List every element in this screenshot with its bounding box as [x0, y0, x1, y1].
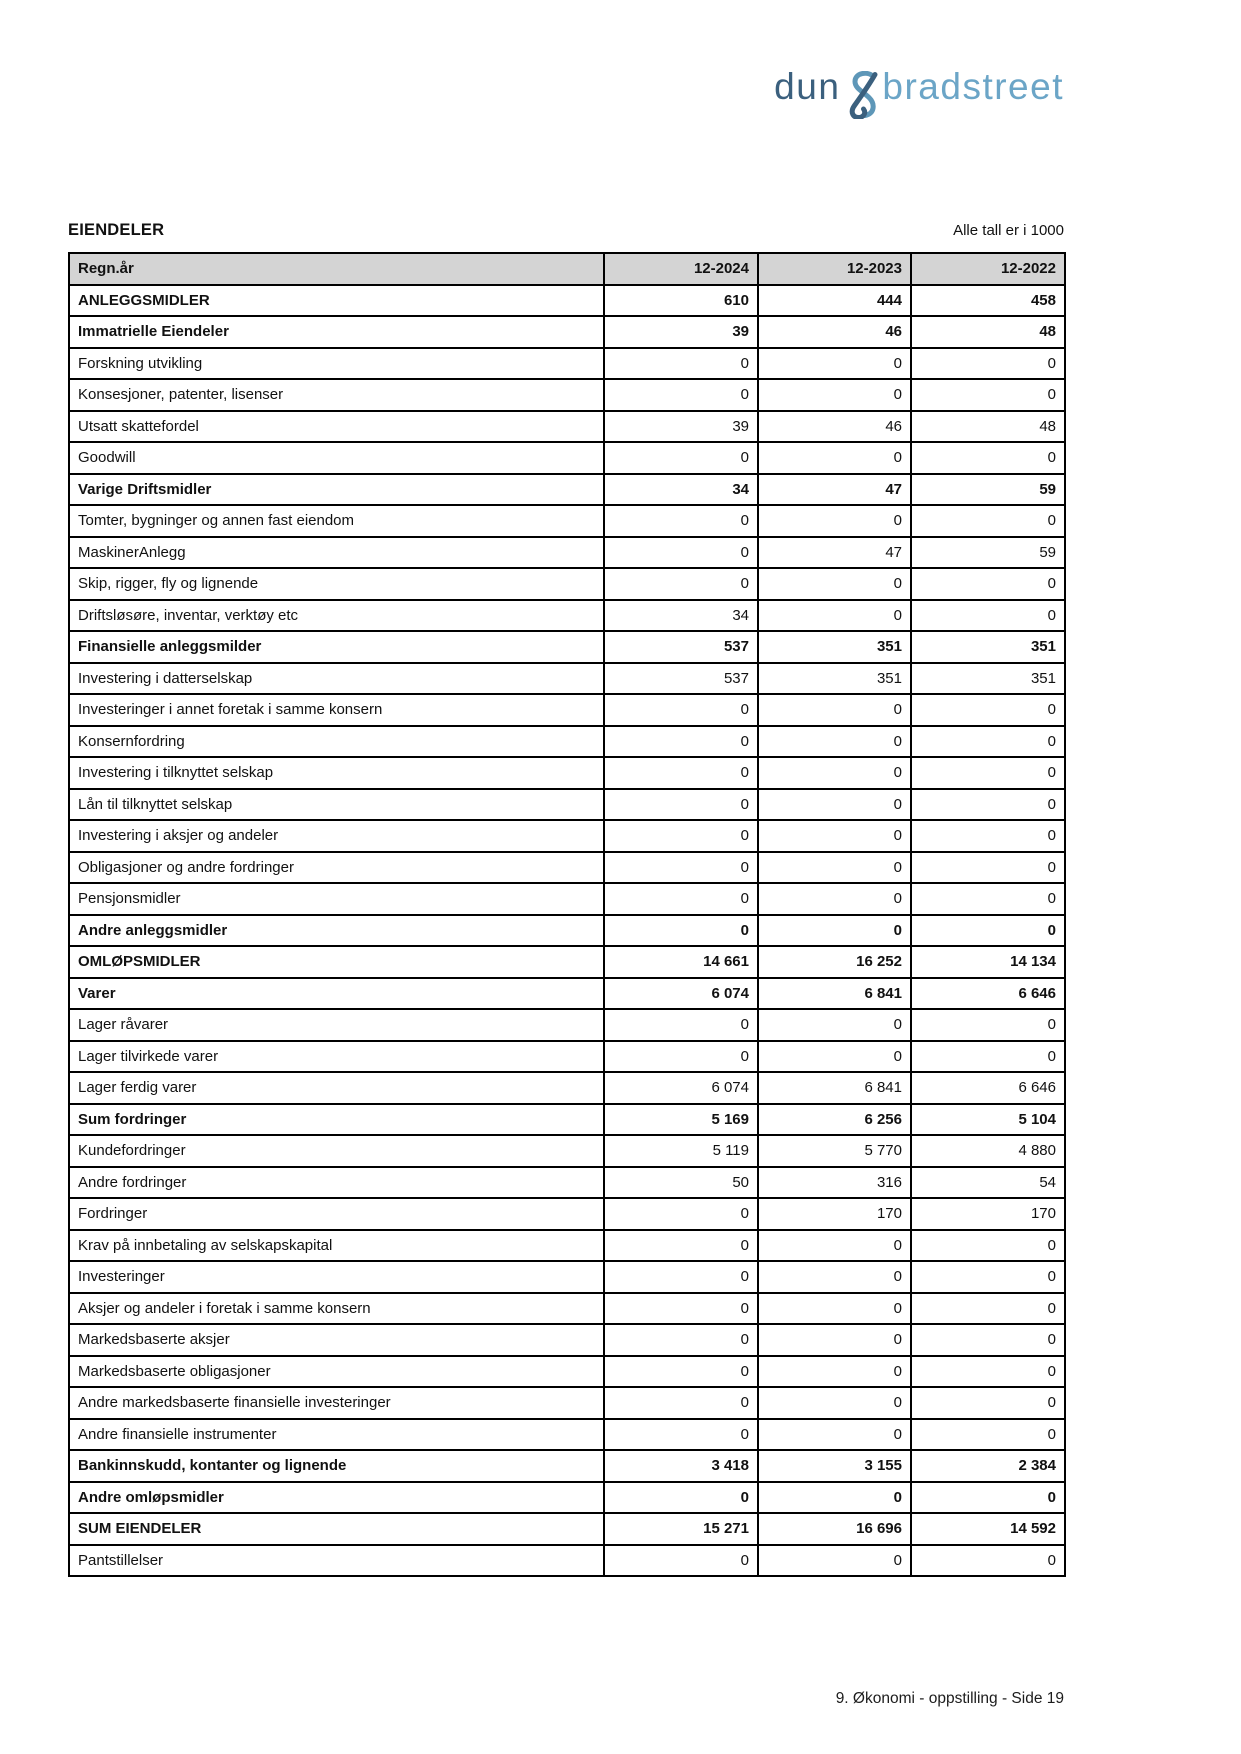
value-cell: 0 — [911, 1482, 1065, 1514]
table-row — [69, 1104, 1065, 1136]
table-row — [69, 726, 1065, 758]
row-label-cell: MaskinerAnlegg — [69, 537, 604, 569]
value-cell: 0 — [911, 1419, 1065, 1451]
ampersand-icon — [842, 71, 880, 119]
table-header-row — [69, 253, 1065, 285]
row-label-cell: Fordringer — [69, 1198, 604, 1230]
table-row — [69, 1230, 1065, 1262]
assets-table — [68, 252, 1066, 1577]
table-row — [69, 1135, 1065, 1167]
value-cell: 0 — [604, 883, 758, 915]
value-cell: 0 — [758, 726, 911, 758]
value-cell: 14 661 — [604, 946, 758, 978]
value-cell: 0 — [911, 1261, 1065, 1293]
row-label-cell: Obligasjoner og andre fordringer — [69, 852, 604, 884]
value-cell: 444 — [758, 285, 911, 317]
value-cell: 2 384 — [911, 1450, 1065, 1482]
value-cell: 5 169 — [604, 1104, 758, 1136]
table-row — [69, 1419, 1065, 1451]
value-cell: 0 — [758, 1293, 911, 1325]
value-cell: 0 — [758, 1482, 911, 1514]
value-cell: 0 — [758, 1009, 911, 1041]
value-cell: 6 646 — [911, 978, 1065, 1010]
row-label-cell: Sum fordringer — [69, 1104, 604, 1136]
table-row — [69, 663, 1065, 695]
table-row — [69, 1545, 1065, 1577]
row-label-cell: Pensjonsmidler — [69, 883, 604, 915]
value-cell: 0 — [604, 852, 758, 884]
value-cell: 0 — [604, 505, 758, 537]
value-cell: 170 — [911, 1198, 1065, 1230]
value-cell: 34 — [604, 600, 758, 632]
value-cell: 0 — [604, 442, 758, 474]
logo-word-dun: dun — [774, 66, 841, 107]
table-row — [69, 978, 1065, 1010]
row-label-cell: Investeringer i annet foretak i samme konsern — [69, 694, 604, 726]
value-cell: 351 — [911, 663, 1065, 695]
value-cell: 59 — [911, 474, 1065, 506]
value-cell: 47 — [758, 474, 911, 506]
value-cell: 0 — [758, 694, 911, 726]
row-label-cell: Bankinnskudd, kontanter og lignende — [69, 1450, 604, 1482]
value-cell: 0 — [604, 1324, 758, 1356]
value-cell: 0 — [604, 568, 758, 600]
value-cell: 0 — [911, 820, 1065, 852]
value-cell: 0 — [758, 1419, 911, 1451]
value-cell: 0 — [911, 915, 1065, 947]
value-cell: 0 — [911, 600, 1065, 632]
value-cell: 0 — [758, 505, 911, 537]
value-cell: 0 — [758, 852, 911, 884]
row-label-cell: Finansielle anleggsmilder — [69, 631, 604, 663]
year-column-header: 12-2022 — [911, 253, 1065, 285]
value-cell: 0 — [604, 726, 758, 758]
value-cell: 0 — [758, 1387, 911, 1419]
table-row — [69, 883, 1065, 915]
value-cell: 0 — [911, 379, 1065, 411]
value-cell: 6 841 — [758, 978, 911, 1010]
value-cell: 39 — [604, 411, 758, 443]
value-cell: 0 — [604, 348, 758, 380]
table-heading-line — [68, 221, 1064, 240]
table-row — [69, 442, 1065, 474]
value-cell: 0 — [911, 1230, 1065, 1262]
value-cell: 54 — [911, 1167, 1065, 1199]
value-cell: 0 — [758, 1230, 911, 1262]
value-cell: 537 — [604, 631, 758, 663]
value-cell: 0 — [604, 1293, 758, 1325]
table-row — [69, 694, 1065, 726]
value-cell: 5 119 — [604, 1135, 758, 1167]
table-row — [69, 316, 1065, 348]
value-cell: 0 — [758, 1324, 911, 1356]
value-cell: 0 — [758, 348, 911, 380]
value-cell: 0 — [604, 1356, 758, 1388]
value-cell: 14 592 — [911, 1513, 1065, 1545]
value-cell: 6 841 — [758, 1072, 911, 1104]
value-cell: 0 — [911, 726, 1065, 758]
table-row — [69, 568, 1065, 600]
value-cell: 0 — [911, 1041, 1065, 1073]
value-cell: 0 — [604, 379, 758, 411]
value-cell: 0 — [758, 600, 911, 632]
value-cell: 6 256 — [758, 1104, 911, 1136]
table-row — [69, 379, 1065, 411]
assets-table-body — [69, 285, 1065, 1577]
value-cell: 0 — [604, 1419, 758, 1451]
value-cell: 0 — [911, 1009, 1065, 1041]
table-row — [69, 505, 1065, 537]
value-cell: 0 — [604, 694, 758, 726]
table-row — [69, 1482, 1065, 1514]
row-label-cell: Goodwill — [69, 442, 604, 474]
row-label-cell: Markedsbaserte obligasjoner — [69, 1356, 604, 1388]
value-cell: 0 — [911, 789, 1065, 821]
table-row — [69, 600, 1065, 632]
table-row — [69, 348, 1065, 380]
value-cell: 0 — [604, 1261, 758, 1293]
row-label-cell: Skip, rigger, fly og lignende — [69, 568, 604, 600]
table-row — [69, 1450, 1065, 1482]
value-cell: 14 134 — [911, 946, 1065, 978]
value-cell: 0 — [911, 694, 1065, 726]
row-label-cell: Pantstillelser — [69, 1545, 604, 1577]
value-cell: 316 — [758, 1167, 911, 1199]
value-cell: 59 — [911, 537, 1065, 569]
value-cell: 34 — [604, 474, 758, 506]
value-cell: 0 — [911, 505, 1065, 537]
row-label-cell: Utsatt skattefordel — [69, 411, 604, 443]
value-cell: 15 271 — [604, 1513, 758, 1545]
value-cell: 0 — [911, 1545, 1065, 1577]
row-label-cell: Markedsbaserte aksjer — [69, 1324, 604, 1356]
section-title: EIENDELER — [68, 221, 165, 239]
value-cell: 0 — [758, 1261, 911, 1293]
value-cell: 46 — [758, 411, 911, 443]
table-row — [69, 1198, 1065, 1230]
table-row — [69, 1293, 1065, 1325]
row-label-cell: Aksjer og andeler i foretak i samme konsern — [69, 1293, 604, 1325]
table-row — [69, 820, 1065, 852]
value-cell: 0 — [758, 789, 911, 821]
value-cell: 5 770 — [758, 1135, 911, 1167]
row-label-cell: Investering i tilknyttet selskap — [69, 757, 604, 789]
value-cell: 0 — [604, 1041, 758, 1073]
row-label-cell: Tomter, bygninger og annen fast eiendom — [69, 505, 604, 537]
value-cell: 0 — [604, 757, 758, 789]
value-cell: 4 880 — [911, 1135, 1065, 1167]
year-column-header: 12-2023 — [758, 253, 911, 285]
value-cell: 0 — [911, 852, 1065, 884]
row-label-cell: Driftsløsøre, inventar, verktøy etc — [69, 600, 604, 632]
row-label-cell: Investeringer — [69, 1261, 604, 1293]
value-cell: 0 — [911, 568, 1065, 600]
value-cell: 0 — [911, 1324, 1065, 1356]
row-label-cell: Varige Driftsmidler — [69, 474, 604, 506]
value-cell: 0 — [604, 1482, 758, 1514]
row-label-cell: Andre anleggsmidler — [69, 915, 604, 947]
table-row — [69, 285, 1065, 317]
row-label-cell: Andre markedsbaserte finansielle investeringer — [69, 1387, 604, 1419]
table-row — [69, 1009, 1065, 1041]
row-label-cell: Kundefordringer — [69, 1135, 604, 1167]
value-cell: 610 — [604, 285, 758, 317]
row-label-cell: ANLEGGSMIDLER — [69, 285, 604, 317]
page-footer — [68, 1690, 1064, 1708]
row-label-cell: Forskning utvikling — [69, 348, 604, 380]
corner-header-cell: Regn.år — [69, 253, 604, 285]
dun-bradstreet-logo — [774, 68, 1064, 116]
year-column-header: 12-2024 — [604, 253, 758, 285]
value-cell: 0 — [911, 1293, 1065, 1325]
value-cell: 39 — [604, 316, 758, 348]
row-label-cell: Konsernfordring — [69, 726, 604, 758]
row-label-cell: SUM EIENDELER — [69, 1513, 604, 1545]
value-cell: 3 155 — [758, 1450, 911, 1482]
value-cell: 0 — [911, 1356, 1065, 1388]
logo-word-bradstreet: bradstreet — [882, 66, 1064, 107]
value-cell: 16 696 — [758, 1513, 911, 1545]
table-row — [69, 1513, 1065, 1545]
units-note: Alle tall er i 1000 — [953, 222, 1064, 239]
value-cell: 0 — [604, 820, 758, 852]
value-cell: 0 — [604, 1230, 758, 1262]
value-cell: 0 — [758, 1356, 911, 1388]
value-cell: 47 — [758, 537, 911, 569]
value-cell: 458 — [911, 285, 1065, 317]
row-label-cell: Lager tilvirkede varer — [69, 1041, 604, 1073]
row-label-cell: Andre omløpsmidler — [69, 1482, 604, 1514]
table-row — [69, 757, 1065, 789]
table-row — [69, 1356, 1065, 1388]
value-cell: 0 — [758, 915, 911, 947]
table-row — [69, 1072, 1065, 1104]
row-label-cell: Lån til tilknyttet selskap — [69, 789, 604, 821]
table-row — [69, 1167, 1065, 1199]
row-label-cell: Investering i aksjer og andeler — [69, 820, 604, 852]
table-row — [69, 789, 1065, 821]
value-cell: 0 — [604, 1387, 758, 1419]
row-label-cell: Investering i datterselskap — [69, 663, 604, 695]
value-cell: 6 074 — [604, 1072, 758, 1104]
row-label-cell: Immatrielle Eiendeler — [69, 316, 604, 348]
value-cell: 50 — [604, 1167, 758, 1199]
row-label-cell: Krav på innbetaling av selskapskapital — [69, 1230, 604, 1262]
footer-text: 9. Økonomi - oppstilling - Side 19 — [835, 1690, 1064, 1707]
value-cell: 0 — [604, 915, 758, 947]
value-cell: 0 — [911, 1387, 1065, 1419]
value-cell: 0 — [604, 537, 758, 569]
value-cell: 351 — [758, 631, 911, 663]
value-cell: 0 — [911, 757, 1065, 789]
value-cell: 48 — [911, 316, 1065, 348]
row-label-cell: Lager råvarer — [69, 1009, 604, 1041]
value-cell: 5 104 — [911, 1104, 1065, 1136]
table-row — [69, 474, 1065, 506]
value-cell: 0 — [911, 442, 1065, 474]
value-cell: 0 — [758, 1041, 911, 1073]
value-cell: 351 — [911, 631, 1065, 663]
table-row — [69, 1387, 1065, 1419]
table-row — [69, 411, 1065, 443]
value-cell: 0 — [604, 1009, 758, 1041]
table-row — [69, 852, 1065, 884]
value-cell: 0 — [758, 1545, 911, 1577]
value-cell: 48 — [911, 411, 1065, 443]
table-row — [69, 915, 1065, 947]
table-row — [69, 1324, 1065, 1356]
table-row — [69, 946, 1065, 978]
row-label-cell: Andre fordringer — [69, 1167, 604, 1199]
value-cell: 0 — [604, 1198, 758, 1230]
value-cell: 0 — [758, 883, 911, 915]
value-cell: 351 — [758, 663, 911, 695]
value-cell: 0 — [758, 568, 911, 600]
row-label-cell: OMLØPSMIDLER — [69, 946, 604, 978]
value-cell: 16 252 — [758, 946, 911, 978]
table-row — [69, 1041, 1065, 1073]
value-cell: 0 — [604, 789, 758, 821]
value-cell: 6 074 — [604, 978, 758, 1010]
value-cell: 6 646 — [911, 1072, 1065, 1104]
row-label-cell: Konsesjoner, patenter, lisenser — [69, 379, 604, 411]
row-label-cell: Andre finansielle instrumenter — [69, 1419, 604, 1451]
value-cell: 537 — [604, 663, 758, 695]
value-cell: 0 — [911, 348, 1065, 380]
value-cell: 0 — [758, 757, 911, 789]
value-cell: 0 — [758, 442, 911, 474]
table-row — [69, 631, 1065, 663]
value-cell: 0 — [911, 883, 1065, 915]
value-cell: 0 — [758, 379, 911, 411]
table-row — [69, 1261, 1065, 1293]
value-cell: 170 — [758, 1198, 911, 1230]
row-label-cell: Varer — [69, 978, 604, 1010]
value-cell: 0 — [604, 1545, 758, 1577]
value-cell: 0 — [758, 820, 911, 852]
value-cell: 3 418 — [604, 1450, 758, 1482]
table-row — [69, 537, 1065, 569]
row-label-cell: Lager ferdig varer — [69, 1072, 604, 1104]
value-cell: 46 — [758, 316, 911, 348]
